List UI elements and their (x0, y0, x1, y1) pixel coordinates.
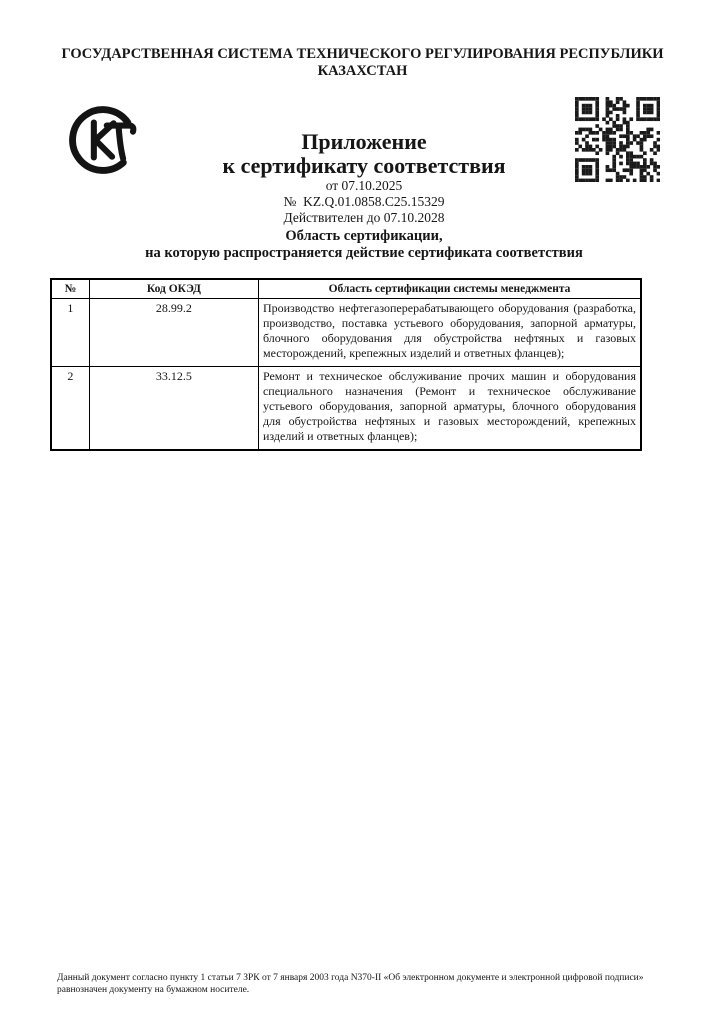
certificate-number: № KZ.Q.01.0858.C25.15329 (283, 193, 445, 209)
scope-description-cell: Ремонт и техническое обслуживание прочих машин и оборудования специального назначения (Ремонт и техническое обслуживание устьевого оборудования, запорной арматуры, блочного оборудования для обустройства нефтяных и газовых месторождений, крепежных изделий и ответных фланцев); (258, 367, 641, 451)
title-block (8, 130, 720, 261)
legal-footer-line-1: Данный документ согласно пункту 1 статьи 7 ЗРК от 7 января 2003 года N370-II «Об электронном документе и электронной цифровой подписи» (57, 973, 644, 983)
column-header-oked-code: Код ОКЭД (89, 279, 258, 299)
header-line-2: КАЗАХСТАН (317, 63, 408, 79)
oked-code-cell: 33.12.5 (89, 367, 258, 451)
certificate-date: от 07.10.2025 (325, 178, 403, 193)
table-header-row (51, 279, 641, 299)
certificate-validity: Действителен до 07.10.2028 (283, 209, 445, 225)
scope-description-cell: Производство нефтегазоперерабатывающего оборудования (разработка, производство, поставка устьевого оборудования, запорной арматуры, блочного оборудования для обустройства нефтяных и газовых месторождений, крепежных изделий и ответных фланцев); (258, 299, 641, 367)
row-number-cell: 2 (51, 367, 89, 451)
table-row (51, 299, 641, 367)
row-number-cell: 1 (51, 299, 89, 367)
certification-scope-table (50, 278, 642, 451)
column-header-number: № (51, 279, 89, 299)
document-title-line-2: к сертификату соответствия (222, 153, 506, 178)
table-row (51, 367, 641, 451)
scope-heading-line-1: Область сертификации, (285, 228, 443, 245)
column-header-scope: Область сертификации системы менеджмента (258, 279, 641, 299)
legal-footer (57, 973, 687, 996)
legal-footer-line-2: равнозначен документу на бумажном носителе. (57, 984, 250, 995)
header-line-1: ГОСУДАРСТВЕННАЯ СИСТЕМА ТЕХНИЧЕСКОГО РЕГУЛИРОВАНИЯ РЕСПУБЛИКИ (61, 46, 664, 62)
oked-code-cell: 28.99.2 (89, 299, 258, 367)
scope-heading-line-2: на которую распространяется действие сертификата соответствия (145, 244, 583, 261)
document-title-line-1: Приложение (301, 129, 427, 154)
document-header (0, 46, 725, 80)
scope-heading (8, 228, 720, 261)
